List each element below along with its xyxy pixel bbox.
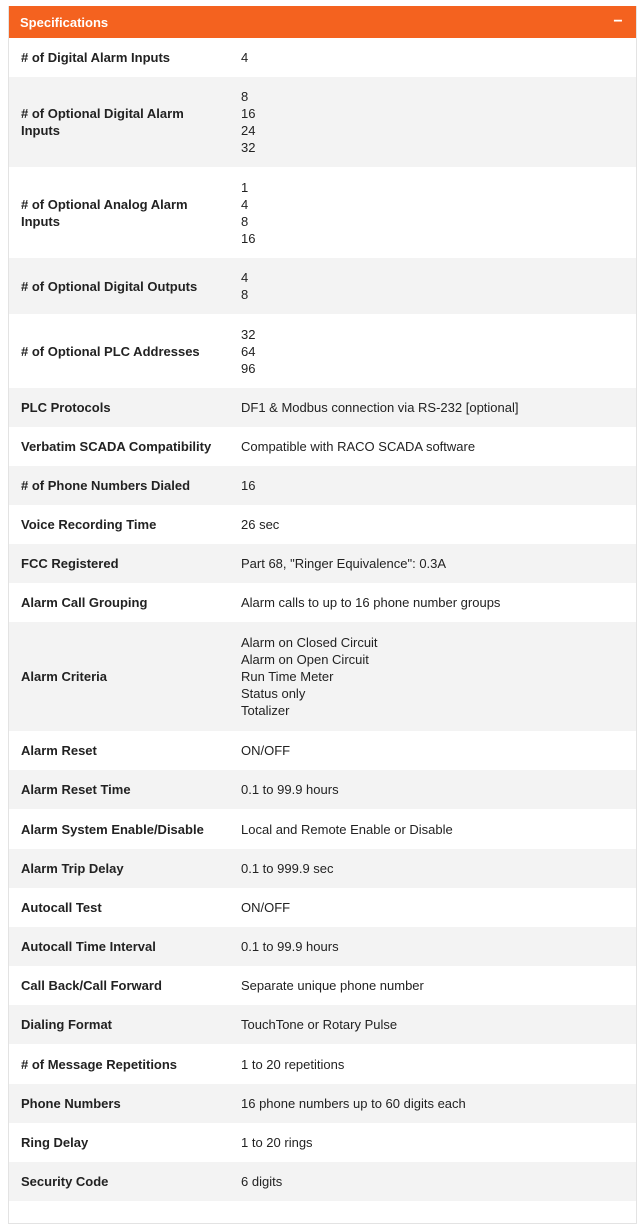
spec-value: [228, 899, 636, 916]
spec-value: [228, 977, 636, 994]
spec-value-line: 96: [241, 360, 256, 376]
spec-label: PLC Protocols: [21, 400, 111, 415]
specifications-panel: [8, 6, 637, 1224]
spec-row: [9, 966, 636, 1005]
spec-value-line: ON/OFF: [241, 743, 291, 758]
spec-row: [9, 622, 636, 731]
spec-value: [228, 781, 636, 798]
spec-label: Alarm Trip Delay: [21, 861, 124, 876]
spec-row: [9, 1044, 636, 1084]
spec-value-line: 8: [241, 89, 249, 104]
specifications-title: Specifications: [20, 14, 109, 30]
spec-row: [9, 849, 636, 888]
spec-value: [228, 1056, 636, 1073]
spec-value-line: 0.1 to 999.9 sec: [241, 861, 334, 876]
spec-label: # of Optional Digital Outputs: [21, 278, 198, 294]
spec-value-line: Separate unique phone number: [241, 978, 424, 993]
spec-value: [228, 555, 636, 572]
spec-row: [9, 1005, 636, 1044]
spec-value-line: Run Time Meter: [241, 669, 334, 684]
spec-value: [228, 438, 636, 455]
spec-label: Alarm Reset Time: [21, 782, 131, 797]
spec-row: [9, 388, 636, 427]
spec-value-line: Alarm on Open Circuit: [241, 652, 369, 667]
spec-label: # of Phone Numbers Dialed: [21, 478, 191, 493]
spec-row: [9, 38, 636, 77]
spec-value-line: DF1 & Modbus connection via RS-232 [optional]: [241, 400, 519, 415]
spec-row: [9, 167, 636, 258]
spec-row: [9, 583, 636, 622]
spec-value: [228, 634, 636, 719]
spec-label: # of Optional Analog Alarm Inputs: [21, 196, 188, 229]
spec-value: [228, 399, 636, 416]
spec-value: [228, 938, 636, 955]
spec-row: [9, 258, 636, 314]
spec-value-line: 0.1 to 99.9 hours: [241, 939, 339, 954]
spec-value: [228, 516, 636, 533]
spec-label: Verbatim SCADA Compatibility: [21, 439, 212, 454]
specifications-header[interactable]: [9, 6, 636, 38]
spec-value: [228, 1095, 636, 1112]
spec-label: Alarm Criteria: [21, 669, 107, 684]
spec-label: Security Code: [21, 1174, 109, 1189]
spec-row: [9, 731, 636, 770]
spec-label: Ring Delay: [21, 1135, 89, 1150]
spec-value-line: 1: [241, 179, 249, 195]
spec-value: [228, 88, 636, 156]
spec-value-line: 8: [241, 287, 249, 302]
spec-label: Alarm System Enable/Disable: [21, 821, 204, 837]
spec-value-line: 26 sec: [241, 517, 280, 532]
spec-row: [9, 544, 636, 583]
spec-value-line: Local and Remote Enable or Disable: [241, 821, 453, 837]
spec-value: [228, 860, 636, 877]
spec-value-line: TouchTone or Rotary Pulse: [241, 1017, 398, 1032]
spec-value: [228, 1016, 636, 1033]
spec-label: Dialing Format: [21, 1017, 113, 1032]
spec-value: [228, 477, 636, 494]
spec-row: [9, 505, 636, 544]
spec-label: FCC Registered: [21, 556, 119, 571]
spec-label: Phone Numbers: [21, 1096, 121, 1111]
spec-value-line: 4: [241, 270, 249, 285]
spec-value: [228, 326, 636, 377]
spec-label: Autocall Test: [21, 900, 102, 915]
spec-value-line: 16: [241, 230, 256, 246]
spec-value: [228, 1173, 636, 1190]
spec-label: Voice Recording Time: [21, 517, 157, 532]
spec-value-line: Part 68, "Ringer Equivalence": 0.3A: [241, 556, 447, 571]
spec-row: [9, 1162, 636, 1201]
spec-row: [9, 809, 636, 849]
spec-row: [9, 1084, 636, 1123]
spec-row: [9, 427, 636, 466]
spec-label: # of Message Repetitions: [21, 1056, 178, 1072]
spec-label: Alarm Call Grouping: [21, 595, 148, 610]
spec-value-line: 24: [241, 123, 256, 138]
spec-label: Call Back/Call Forward: [21, 978, 162, 993]
spec-value-line: 1 to 20 rings: [241, 1135, 313, 1150]
spec-row: [9, 77, 636, 167]
spec-value-line: Alarm calls to up to 16 phone number groups: [241, 595, 501, 610]
spec-value-line: 64: [241, 343, 256, 359]
spec-value-line: 4: [241, 196, 249, 212]
spec-value-line: Compatible with RACO SCADA software: [241, 439, 476, 454]
spec-value: [228, 594, 636, 611]
spec-value-line: 8: [241, 213, 249, 229]
spec-value-line: 16 phone numbers up to 60 digits each: [241, 1096, 466, 1111]
spec-value-line: 4: [241, 50, 249, 65]
spec-row: [9, 1123, 636, 1162]
spec-row: [9, 927, 636, 966]
spec-value-line: ON/OFF: [241, 900, 291, 915]
spec-value: [228, 269, 636, 303]
spec-value-line: Status only: [241, 686, 306, 701]
spec-value: [228, 742, 636, 759]
collapse-icon[interactable]: −: [613, 13, 623, 30]
spec-table: [9, 38, 636, 1223]
spec-row: [9, 1201, 636, 1223]
spec-value: [228, 821, 636, 838]
spec-row: [9, 466, 636, 505]
spec-value-line: Alarm on Closed Circuit: [241, 635, 378, 650]
spec-value-line: 32: [241, 326, 256, 342]
spec-label: Alarm Reset: [21, 743, 97, 758]
spec-row: [9, 888, 636, 927]
spec-value-line: 16: [241, 478, 256, 493]
spec-value: [228, 49, 636, 66]
spec-value-line: 0.1 to 99.9 hours: [241, 782, 339, 797]
spec-value-line: 1 to 20 repetitions: [241, 1056, 345, 1072]
spec-value: [228, 1134, 636, 1151]
spec-value-line: 6 digits: [241, 1174, 283, 1189]
spec-label: # of Optional Digital Alarm Inputs: [21, 106, 184, 138]
spec-value-line: Totalizer: [241, 703, 290, 718]
spec-value: [228, 179, 636, 247]
spec-value-line: 16: [241, 106, 256, 121]
spec-label: # of Optional PLC Addresses: [21, 343, 200, 359]
spec-label: Autocall Time Interval: [21, 939, 156, 954]
spec-row: [9, 770, 636, 809]
spec-row: [9, 314, 636, 388]
spec-label: # of Digital Alarm Inputs: [21, 50, 171, 65]
spec-value-line: 32: [241, 140, 256, 155]
